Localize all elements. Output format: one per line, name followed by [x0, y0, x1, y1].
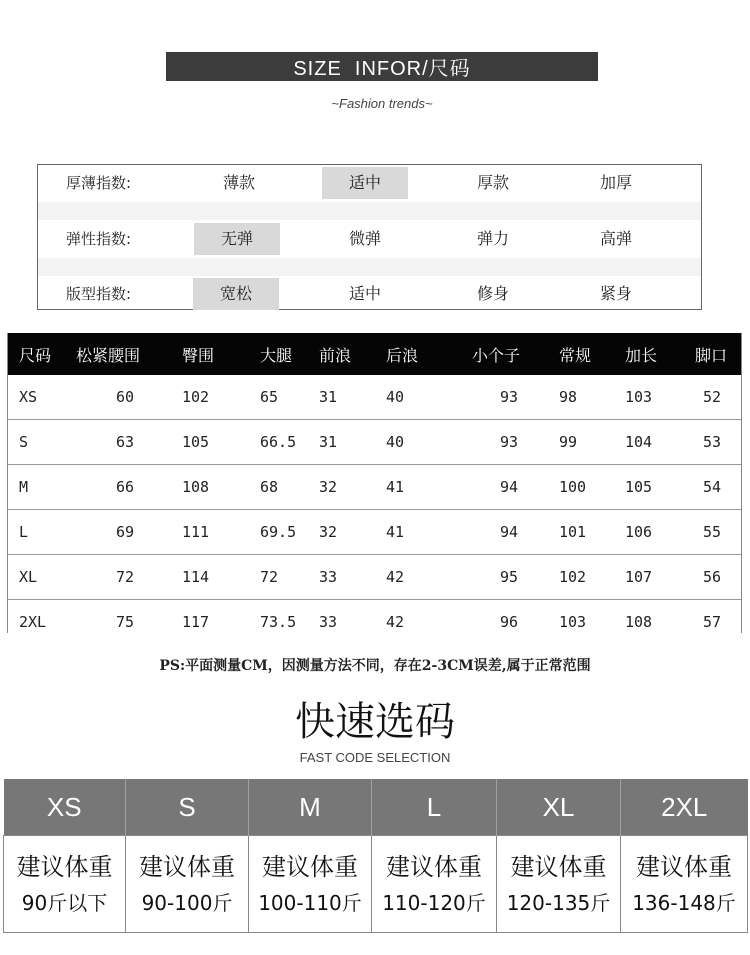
suggested-weight-label: 建议体重 — [262, 853, 358, 881]
cell-hem: 52 — [695, 375, 742, 420]
cell-regular-length: 99 — [559, 420, 625, 465]
cell-front-rise: 32 — [319, 465, 386, 510]
cell-size: L — [7, 510, 76, 555]
table-header-row — [7, 333, 742, 375]
cell-front-rise: 33 — [319, 555, 386, 600]
row-divider — [38, 202, 701, 220]
weight-range: 120-135斤 — [506, 891, 611, 915]
cell-petite-length: 94 — [472, 465, 559, 510]
cell-petite-length: 94 — [472, 510, 559, 555]
fit-option-tight: 紧身 — [599, 284, 632, 303]
cell-size: 2XL — [19, 613, 47, 631]
weight-range: 110-120斤 — [382, 891, 486, 915]
cell-petite-length: 93 — [472, 420, 559, 465]
measurement-note: PS:平面测量CM，因测量方法不同，存在2-3CM误差,属于正常范围 — [159, 658, 591, 674]
quick-cell-l — [372, 836, 497, 933]
weight-range: 136-148斤 — [632, 891, 736, 915]
weight-range: 90斤以下 — [21, 891, 108, 915]
fabric-index-panel — [37, 164, 702, 310]
quick-select-subtitle: FAST CODE SELECTION — [299, 750, 451, 765]
elasticity-option-slight: 微弹 — [348, 229, 381, 248]
elasticity-index-label: 弹性指数: — [66, 230, 132, 248]
header-thigh: 大腿 — [260, 333, 319, 375]
quick-weight-row — [4, 836, 748, 933]
quick-size-s: S — [126, 779, 249, 836]
fit-index-label: 版型指数: — [66, 285, 132, 303]
cell-petite-length: 95 — [472, 555, 559, 600]
cell-waist: 60 — [76, 375, 182, 420]
cell-hip: 105 — [182, 420, 260, 465]
suggested-weight-label: 建议体重 — [510, 853, 607, 881]
cell-back-rise: 42 — [386, 555, 472, 600]
cell-hip: 108 — [182, 465, 260, 510]
table-row — [7, 465, 742, 510]
elasticity-option-high: 高弹 — [599, 229, 632, 248]
fit-index-row — [38, 276, 701, 312]
header-waist: 松紧腰围 — [76, 333, 182, 375]
thickness-option-thin: 薄款 — [222, 173, 255, 192]
cell-long-length: 104 — [625, 420, 695, 465]
cell-long-length: 105 — [625, 465, 695, 510]
quick-size-xs: XS — [4, 779, 126, 836]
cell-long-length: 107 — [625, 555, 695, 600]
weight-range: 90-100斤 — [141, 891, 233, 915]
cell-regular-length: 100 — [559, 465, 625, 510]
cell-long-length: 103 — [625, 375, 695, 420]
header-petite-length: 小个子 — [472, 333, 559, 375]
cell-regular-length: 98 — [559, 375, 625, 420]
quick-size-2xl: 2XL — [621, 779, 748, 836]
header-regular-length: 常规 — [559, 333, 625, 375]
suggested-weight-label: 建议体重 — [139, 853, 235, 881]
thickness-index-row — [38, 165, 701, 201]
table-row — [7, 375, 742, 420]
cell-petite-length: 96 — [500, 613, 519, 631]
cell-back-rise: 41 — [386, 465, 472, 510]
cell-hem: 54 — [695, 465, 742, 510]
thickness-option-thick: 厚款 — [476, 173, 509, 192]
quick-cell-s — [126, 836, 249, 933]
header-long-length: 加长 — [625, 333, 695, 375]
cell-long-length: 108 — [625, 613, 653, 631]
fit-option-regular: 适中 — [348, 284, 381, 303]
suggested-weight-label: 建议体重 — [16, 853, 113, 881]
header-back-rise: 后浪 — [386, 333, 472, 375]
thickness-option-medium: 适中 — [322, 167, 408, 199]
elasticity-option-none: 无弹 — [194, 223, 280, 255]
cell-front-rise: 32 — [319, 510, 386, 555]
table-row — [7, 510, 742, 555]
suggested-weight-label: 建议体重 — [386, 853, 482, 881]
fashion-trends-subtitle: ~Fashion trends~ — [331, 96, 433, 111]
table-row — [7, 600, 742, 645]
cell-hip: 114 — [182, 555, 260, 600]
cell-regular-length: 103 — [559, 613, 587, 631]
cell-back-rise: 41 — [386, 510, 472, 555]
cell-hem: 57 — [703, 613, 722, 631]
cell-waist: 75 — [116, 613, 135, 631]
cell-waist: 69 — [76, 510, 182, 555]
cell-thigh: 68 — [260, 465, 319, 510]
quick-cell-xs — [4, 836, 126, 933]
size-measurement-table — [7, 333, 742, 644]
cell-hip: 102 — [182, 375, 260, 420]
cell-regular-length: 101 — [559, 510, 625, 555]
size-info-banner — [166, 52, 598, 81]
quick-header-row — [4, 779, 748, 836]
banner-title: SIZE INFOR/尺码 — [293, 58, 471, 80]
quick-size-l: L — [372, 779, 497, 836]
header-hip: 臀围 — [182, 333, 260, 375]
elasticity-option-stretch: 弹力 — [476, 229, 509, 248]
header-front-rise: 前浪 — [319, 333, 386, 375]
cell-front-rise: 31 — [319, 420, 386, 465]
quick-size-table — [3, 779, 748, 933]
quick-select-title: 快速选码 — [295, 699, 455, 745]
suggested-weight-label: 建议体重 — [636, 853, 732, 881]
cell-thigh: 69.5 — [260, 510, 319, 555]
cell-waist: 72 — [76, 555, 182, 600]
quick-cell-xl — [497, 836, 621, 933]
cell-thigh: 73.5 — [260, 613, 297, 631]
quick-cell-m — [249, 836, 372, 933]
cell-hip: 111 — [182, 510, 260, 555]
cell-long-length: 106 — [625, 510, 695, 555]
cell-back-rise: 40 — [386, 420, 472, 465]
fit-option-slim: 修身 — [476, 284, 509, 303]
cell-back-rise: 42 — [386, 613, 405, 631]
cell-regular-length: 102 — [559, 555, 625, 600]
table-row — [7, 555, 742, 600]
quick-size-m: M — [249, 779, 372, 836]
table-row — [7, 420, 742, 465]
weight-range: 100-110斤 — [258, 891, 362, 915]
cell-front-rise: 33 — [319, 613, 338, 631]
quick-cell-2xl — [621, 836, 748, 933]
thickness-option-extra-thick: 加厚 — [599, 173, 632, 192]
cell-hem: 55 — [695, 510, 742, 555]
cell-waist: 63 — [76, 420, 182, 465]
cell-petite-length: 93 — [472, 375, 559, 420]
cell-waist: 66 — [76, 465, 182, 510]
fit-option-loose: 宽松 — [193, 278, 279, 310]
elasticity-index-row — [38, 221, 701, 257]
cell-hip: 117 — [182, 613, 210, 631]
thickness-index-label: 厚薄指数: — [66, 174, 132, 192]
header-size: 尺码 — [7, 333, 76, 375]
cell-size: M — [7, 465, 76, 510]
cell-back-rise: 40 — [386, 375, 472, 420]
cell-size: S — [7, 420, 76, 465]
cell-hem: 56 — [695, 555, 742, 600]
cell-size: XL — [7, 555, 76, 600]
cell-size: XS — [7, 375, 76, 420]
row-divider — [38, 258, 701, 276]
cell-hem: 53 — [695, 420, 742, 465]
cell-front-rise: 31 — [319, 375, 386, 420]
quick-size-xl: XL — [497, 779, 621, 836]
cell-thigh: 65 — [260, 375, 319, 420]
cell-thigh: 66.5 — [260, 420, 319, 465]
cell-thigh: 72 — [260, 555, 319, 600]
header-hem: 脚口 — [695, 333, 742, 375]
